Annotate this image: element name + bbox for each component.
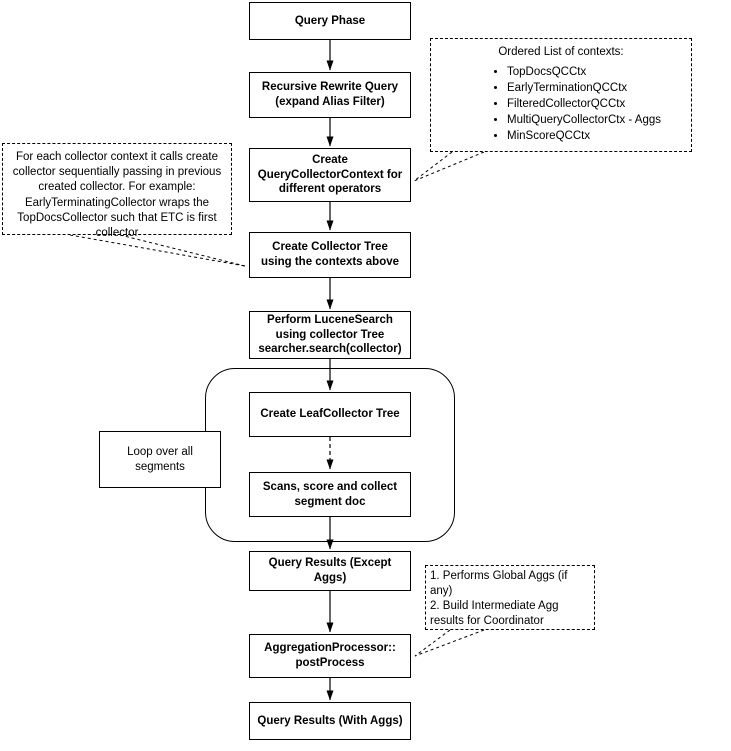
callout-collector-note: For each collector context it calls create collector sequentially passing in previous created collector. For example: EarlyTerminatingCollector wraps the TopDocsCollector such that ETC is first collector <box>2 143 232 235</box>
callout-contexts-list <box>437 65 685 144</box>
context-list-item: • TopDocsQCCtx <box>507 65 685 80</box>
callout-contexts-title: Ordered List of contexts: <box>498 46 624 58</box>
node-create-leaf-collector-tree: Create LeafCollector Tree <box>249 392 411 437</box>
callout-collector-note-tail-edge <box>120 235 245 266</box>
node-perform-lucene-search: Perform LuceneSearch using collector Tree searcher.search(collector) <box>249 311 411 359</box>
callout-contexts <box>430 38 692 152</box>
agg-note-line: 1. Performs Global Aggs (if any) <box>430 570 568 597</box>
callout-agg-note-tail-edge <box>415 630 450 656</box>
context-list-item: • FilteredCollectorQCCtx <box>507 97 685 112</box>
context-list-item: • MinScoreQCCtx <box>507 129 685 144</box>
node-create-query-collector-context: Create QueryCollectorContext for different operators <box>249 148 411 202</box>
callout-agg-note <box>425 565 595 630</box>
node-query-results-except-aggs: Query Results (Except Aggs) <box>249 551 411 591</box>
node-aggregation-processor-postprocess: AggregationProcessor:: postProcess <box>249 634 411 678</box>
agg-note-line: 2. Build Intermediate Agg results for Coordinator <box>430 599 559 627</box>
node-recursive-rewrite-query: Recursive Rewrite Query (expand Alias Filter) <box>249 72 411 118</box>
context-list-item: • MultiQueryCollectorCtx - Aggs <box>507 113 685 128</box>
node-scan-score-collect: Scans, score and collect segment doc <box>249 472 411 517</box>
node-loop-over-segments: Loop over all segments <box>99 431 221 488</box>
callout-contexts-tail-edge <box>414 152 452 181</box>
context-list-item: • EarlyTerminationQCCtx <box>507 81 685 96</box>
callout-agg-note-tail-edge <box>415 630 484 656</box>
node-query-results-with-aggs: Query Results (With Aggs) <box>249 702 411 740</box>
node-create-collector-tree: Create Collector Tree using the contexts above <box>249 232 411 278</box>
callout-contexts-tail-edge <box>414 152 484 181</box>
node-query-phase: Query Phase <box>249 2 411 40</box>
